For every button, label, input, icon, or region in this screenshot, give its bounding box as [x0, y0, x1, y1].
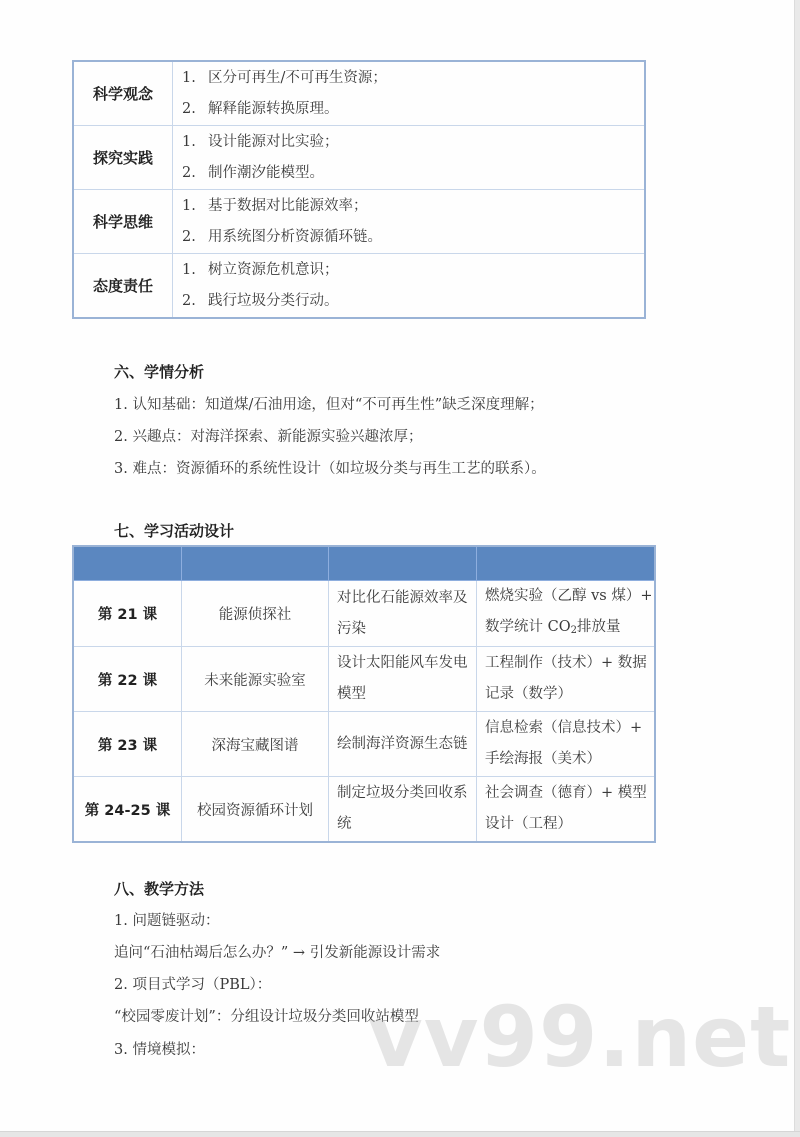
item-text: 制作潮汐能模型。	[208, 164, 324, 181]
paragraph-line: 3. 情境模拟：	[114, 1042, 205, 1058]
table-row	[73, 581, 655, 647]
paragraph-line: “校园零废计划”：分组设计垃圾分类回收站模型	[114, 1009, 419, 1025]
lesson-integration	[477, 581, 656, 647]
table-row	[73, 254, 645, 319]
row-items	[173, 61, 646, 126]
item-number: 2.	[182, 292, 196, 309]
item-text: 用系统图分析资源循环链。	[208, 228, 382, 245]
lesson-goal: 绘制海洋资源生态链	[329, 712, 477, 777]
section-heading-student-analysis: 六、学情分析	[114, 363, 205, 381]
watermark: vv99.net	[368, 988, 792, 1086]
lesson-number: 第 21 课	[73, 581, 182, 647]
list-item	[182, 255, 644, 286]
paragraph-line: 3. 难点：资源循环的系统性设计（如垃圾分类与再生工艺的联系）。	[114, 461, 546, 477]
item-text: 设计能源对比实验；	[208, 133, 339, 150]
item-number: 1.	[182, 261, 196, 278]
lesson-number: 第 22 课	[73, 647, 182, 712]
item-text: 树立资源危机意识；	[208, 261, 339, 278]
paragraph-line: 追问“石油枯竭后怎么办？” → 引发新能源设计需求	[114, 945, 441, 961]
item-text: 区分可再生/不可再生资源；	[208, 69, 387, 86]
paragraph-line: 1. 认知基础：知道煤/石油用途，但对“不可再生性”缺乏深度理解；	[114, 397, 544, 413]
section-heading-activity-design: 七、学习活动设计	[114, 522, 235, 540]
row-items	[173, 190, 646, 254]
paragraph-line: 2. 项目式学习（PBL）：	[114, 977, 272, 993]
list-item	[182, 127, 644, 158]
lesson-goal: 制定垃圾分类回收系统	[329, 777, 477, 843]
lesson-integration: 工程制作（技术）+ 数据记录（数学）	[477, 647, 656, 712]
row-label: 科学思维	[73, 190, 173, 254]
lesson-number: 第 24-25 课	[73, 777, 182, 843]
list-item	[182, 191, 644, 222]
section-heading-teaching-methods: 八、教学方法	[114, 880, 205, 898]
table-row	[73, 777, 655, 843]
item-text: 解释能源转换原理。	[208, 100, 339, 117]
lesson-integration: 信息检索（信息技术）+ 手绘海报（美术）	[477, 712, 656, 777]
paragraph-line: 2. 兴趣点：对海洋探索、新能源实验兴趣浓厚；	[114, 429, 423, 445]
item-text: 践行垃圾分类行动。	[208, 292, 339, 309]
item-number: 2.	[182, 228, 196, 245]
list-item	[182, 286, 644, 317]
header-cell	[329, 546, 477, 581]
integration-text: 燃烧实验（乙醇 vs 煤）+ 数学统计 CO	[485, 588, 653, 635]
table-row	[73, 61, 645, 126]
page-edge-right	[794, 0, 800, 1137]
item-number: 1.	[182, 197, 196, 214]
row-label: 探究实践	[73, 126, 173, 190]
core-literacy-table	[72, 60, 646, 319]
header-cell	[182, 546, 329, 581]
row-items	[173, 126, 646, 190]
activity-design-table	[72, 545, 656, 843]
lesson-goal: 对比化石能源效率及污染	[329, 581, 477, 647]
lesson-title: 校园资源循环计划	[182, 777, 329, 843]
item-text: 基于数据对比能源效率；	[208, 197, 368, 214]
item-number: 1.	[182, 133, 196, 150]
list-item	[182, 158, 644, 189]
lesson-title: 能源侦探社	[182, 581, 329, 647]
header-cell	[73, 546, 182, 581]
row-items	[173, 254, 646, 319]
lesson-goal: 设计太阳能风车发电模型	[329, 647, 477, 712]
table-row	[73, 126, 645, 190]
table-header-row	[73, 546, 655, 581]
list-item	[182, 222, 644, 253]
list-item	[182, 63, 644, 94]
lesson-number: 第 23 课	[73, 712, 182, 777]
table-row	[73, 647, 655, 712]
paragraph-line: 1. 问题链驱动：	[114, 913, 220, 929]
integration-text: 排放量	[576, 619, 621, 635]
subscript: 2	[570, 625, 577, 636]
lesson-title: 未来能源实验室	[182, 647, 329, 712]
row-label: 态度责任	[73, 254, 173, 319]
lesson-title: 深海宝藏图谱	[182, 712, 329, 777]
item-number: 2.	[182, 100, 196, 117]
item-number: 2.	[182, 164, 196, 181]
table-row	[73, 190, 645, 254]
row-label: 科学观念	[73, 61, 173, 126]
list-item	[182, 94, 644, 125]
item-number: 1.	[182, 69, 196, 86]
header-cell	[477, 546, 656, 581]
lesson-integration: 社会调查（德育）+ 模型设计（工程）	[477, 777, 656, 843]
page-edge-bottom	[0, 1131, 800, 1137]
table-row	[73, 712, 655, 777]
